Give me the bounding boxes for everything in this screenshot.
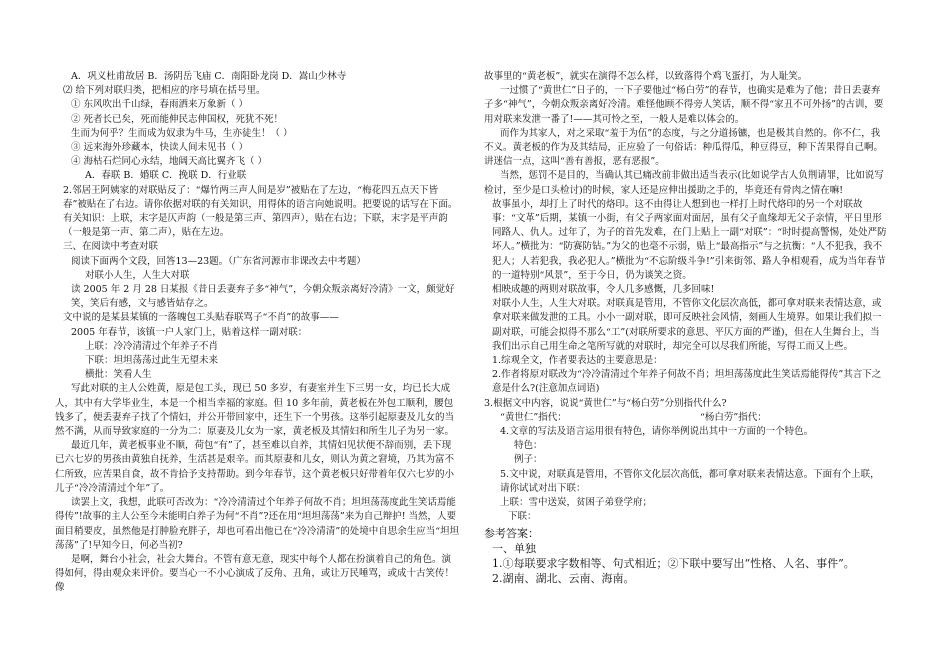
left-paragraph: ⑵ 给下列对联归类，把相应的序号填在括号里。 xyxy=(63,85,266,97)
yang-bailao-blank: “杨白劳”指代： xyxy=(700,411,767,423)
right-paragraph: 3.根据文中内容，说说“黄世仁”与“杨白劳”分别指代什么? xyxy=(484,397,727,409)
question-3-blanks xyxy=(484,411,889,425)
right-paragraph: 一过惯了“黄世仁”日子的，一下子要他过“杨白劳”的春节，也确实是难为了他；昔日丢妻弃子多“神气”，今朝众叛亲离好冷清。难怪他顾不得旁人笑话，顺不得“家丑不可外扬”的古训，要用对联来发泄一番了!——其可怜之至，一般人是难以体会的。 xyxy=(484,85,884,125)
left-paragraph: 横批：笑看人生 xyxy=(85,369,152,381)
right2-paragraph: 下联： xyxy=(508,511,537,523)
left-paragraph: ② 死者长已矣，死而能伸民志伸国权，死犹不死！ xyxy=(71,113,284,125)
left-paragraph: 2005 年春节，该镇一户人家门上，贴着这样一副对联： xyxy=(71,326,308,338)
huang-shiren-blank: “黄世仁”指代： xyxy=(500,411,567,423)
left-paragraph: 文中说的是某县某镇的一落魄包工头贴春联骂子“不肖”的故事—— xyxy=(63,312,339,324)
left-paragraph: 下联：坦坦荡荡过此生无望未来 xyxy=(85,355,219,367)
left-paragraph: 读 2005 年 2 月 28 日某报《昔日丢妻弃子多“神气”，今朝众叛亲离好冷清》一文，颇觉好笑，笑后有感，文与感皆姑存之。 xyxy=(71,284,455,310)
right-paragraph: 故事里的“黄老板”，就实在演得不怎么样，以致落得个鸡飞蛋打，为人耻笑。 xyxy=(484,71,808,82)
right-paragraph: 对联小人生，人生大对联。对联真是管用，不管你文化层次高低，都可拿对联来表情达意，或拿对联来做发泄的工具。小小一副对联，即可反映社会风情，刻画人生境界。如果让我们拟一副对联，可能会拟得不那么“工”(对联所要求的意思、平仄方面的严谨)，但在人生舞台上，当我们出示自己用生命之笔所写就的对联时，却完全可以尽我们所能，写得工而又上些。 xyxy=(492,298,882,352)
right2-paragraph: 上联：雪中送炭，贫困子弟登学府； xyxy=(500,497,653,509)
left-paragraph: ④ 海枯石烂同心永结，地阔天高比翼齐飞（ ） xyxy=(71,156,268,168)
left-paragraph: 上联：冷冷清清过个年养子不肖 xyxy=(85,340,219,352)
right-paragraph: 1.综观全文，作者要表达的主要意思是： xyxy=(492,355,663,367)
left-paragraph: 读罢上文，我想，此联可否改为：“冷冷清清过个年养子何故不肖；坦坦荡荡度此生笑话焉能得传”!故事的主人公至今未能明白养子为何“不肖”?还在用“坦坦荡荡”来为自己辩护! 当然，人要面目稍要皮，虽然他是打肿脸充胖子，却也可看出他已在“冷冷清清”的处境中自思余生应当“坦坦荡荡”了!早知今日，何必当初? xyxy=(55,497,460,551)
right2-paragraph: 5.文中说，对联真是管用，不管你文化层次高低，都可拿对联来表情达意。下面有个上联，请你试试对出下联： xyxy=(500,468,880,494)
answer-1: 1.①每联要求字数相等、句式相近；②下联中要写出“性格、人名、事件”。 xyxy=(492,556,855,570)
left-paragraph: 三、在阅读中考查对联 xyxy=(63,241,159,253)
left-paragraph: A．春联 B．婚联 C．挽联 D．行业联 xyxy=(85,170,247,182)
left-column xyxy=(55,70,460,596)
left-paragraph: A．巩义杜甫故居 B．汤阴岳飞庙 C．南阳卧龙岗 D．嵩山少林寺 xyxy=(71,71,347,82)
answers-section-1: 一、单独 xyxy=(492,541,536,555)
left-paragraph: ① 东风吹出千山绿，春雨洒来万象新（ ） xyxy=(71,99,249,111)
right2-paragraph: 例子： xyxy=(514,454,543,466)
left-paragraph: 最近几年，黄老板事业不顺，荷包“有”了，甚至难以自养，其情妇见状便不辞而别，丢下现已六七岁的男孩由黄独自抚养，生活甚是艰辛。而其原妻和儿女，则认为黄之窘境，乃其为富不仁所致，应苦果自食，故不肯拾予支持帮助。到今年春节，这个黄老板只好带着年仅六七岁的小儿子“冷冷清清过个年”了。 xyxy=(55,440,455,494)
left-paragraph: 生而为何乎？生而成为奴隶为牛马，生亦徒生！（ ） xyxy=(71,127,293,139)
left-paragraph: 对联小人生，人生大对联 xyxy=(85,269,190,281)
right-column xyxy=(484,70,889,586)
left-paragraph: 是啊，舞台小社会，社会大舞台。不管有意无意，现实中每个人都在扮演着自己的角色。演得如何，得由观众来评价。要当心一不小心演成了反角、丑角，或让万民唾骂，或成十古笑传！像 xyxy=(55,553,455,594)
left-paragraph: 有关知识：上联，末字是仄声韵（一般是第三声、第四声），贴在右边；下联，末字是平声韵（一般是第一声、第二声），贴在左边。 xyxy=(63,213,448,239)
left-paragraph: 写此对联的主人公姓黄，原是包工头，现已 50 多岁，有妻室并生下三男一女，均已长大成人，其中有大学毕业生，本是一个相当幸福的家庭。但 10 多年前，黄老板在外包工顺利，腰包钱多了，便丢妻弃子找了个情妇，并公开带回家中，还生下一个男孩。这举引起原妻及儿女的当然不满，从而导致家庭的一分为二：原妻及儿女为一家，黄老板及其情妇和所生儿子为另一家。 xyxy=(55,383,455,438)
right-paragraph: 相映成趣的两则对联故事，令人几多感慨，几多回味! xyxy=(492,284,715,296)
right-paragraph: 当然，惩罚不是目的，当确认其已痛改前非做出适当表示(比如说学古人负荆请罪，比如说写检讨，至少是口头检讨)的时候，家人还是应伸出援助之手的，毕竟还有骨肉之情在嘛! xyxy=(484,170,884,196)
right-paragraph: 故事虽小，却打上了时代的烙印。这不由得让人想到也一样打上时代烙印的另一个对联故事：“文革”后期，某镇一小街，有父子两家面对面居，虽有父子血缘却无父子亲情，平日里形同路人、仇人。过年了，为子的首先发难，在门上贴上一副“对联”：“时时提高警惕，处处严防坏人。”横批为：“防赛防钻。”为父的也毫不示弱，贴上“最高指示”与之抗衡：“人不犯我，我不犯人；人若犯我，我必犯人。”横批为“不忘阶级斗争!”引来街邻、路人争相观看，成为当年春节的一道特别“风景”，至于今日，仍为谈笑之资。 xyxy=(492,198,887,281)
right-paragraph: 2.作者将原对联改为“冷冷清清过个年养子何故不肖；坦坦荡荡度此生笑话焉能得传”其言下之意是什么?(注意加点词语) xyxy=(492,369,882,395)
left-paragraph: ③ 远来海外珍藏本，快读人间未见书（ ） xyxy=(71,142,249,154)
right2-paragraph: 特色： xyxy=(514,440,543,452)
left-paragraph: 2.邻居王阿姨家的对联贴反了：“爆竹两三声人间是岁”被贴在了左边，“梅花四五点天下皆春”被贴在了右边。请你依据对联的有关知识，用得体的语言向她说明。把要说的话写在下面。 xyxy=(63,184,458,210)
right2-paragraph: 4.文章的写法及语言运用很有特色，请你举例说出其中一方面的一个特色。 xyxy=(500,426,814,438)
left-paragraph: 阅读下面两个文段，回答13—23题。（广东省河源市非课改去中考题） xyxy=(71,255,366,267)
answers-title: 参考答案： xyxy=(484,526,539,540)
right-paragraph: 而作为其家人，对之采取“羞于为伍”的态度，与之分道扬镳，也是极其自然的。你不仁，我不义。黄老板的作为及其结局，正应验了一句俗话：种瓜得瓜，种豆得豆，种下苦果得自己啊。讲迷信一点，这叫“善有善报，恶有恶报”。 xyxy=(484,127,884,168)
answer-2: 2.湖南、湖北、云南、海南。 xyxy=(492,571,635,585)
